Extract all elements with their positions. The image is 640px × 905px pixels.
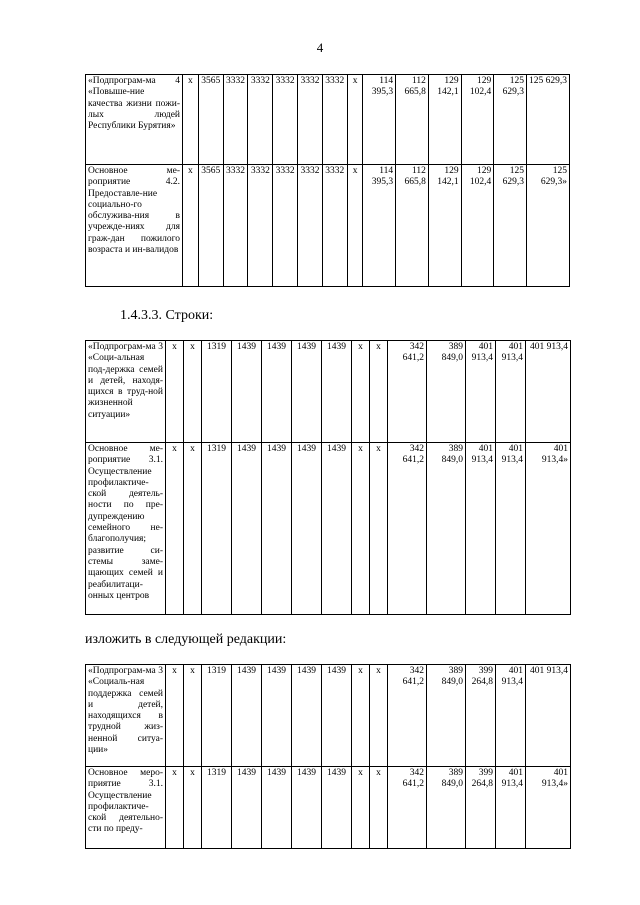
cell: 401 913,4: [496, 341, 526, 443]
cell: х: [166, 341, 184, 443]
cell: 1319: [202, 443, 232, 615]
table-row: [86, 443, 571, 615]
cell: 342 641,2: [388, 665, 427, 767]
cell: х: [352, 665, 370, 767]
cell: 1439: [292, 767, 322, 849]
table-row: [86, 767, 571, 849]
section-heading: 1.4.3.3. Строки:: [120, 308, 214, 323]
cell: 3332: [223, 75, 248, 165]
row-name: «Подпрограм-ма 3 «Социаль-ная поддержка семей и детей, находящихся в трудной жиз-ненной ситуа-ции»: [86, 665, 166, 767]
table-row: [86, 665, 571, 767]
cell: х: [370, 443, 388, 615]
cell: 342 641,2: [388, 341, 427, 443]
row-name: «Подпрограм-ма 4 «Повыше-ние качества жизни пожи-лых людей Республики Бурятия»: [86, 75, 183, 165]
cell: 389 849,0: [427, 443, 466, 615]
cell: 1319: [202, 665, 232, 767]
section-heading: изложить в следующей редакции:: [85, 632, 287, 647]
cell: 3332: [298, 75, 323, 165]
cell: 342 641,2: [388, 443, 427, 615]
cell: 129 142,1: [428, 75, 461, 165]
cell: 112 665,8: [396, 75, 429, 165]
cell: 401 913,4»: [526, 767, 571, 849]
cell: 389 849,0: [427, 665, 466, 767]
cell: 3332: [273, 165, 298, 287]
cell: 1439: [232, 767, 262, 849]
cell: 125 629,3: [526, 75, 569, 165]
cell: 114 395,3: [363, 165, 396, 287]
cell: 1439: [322, 767, 352, 849]
cell: х: [166, 767, 184, 849]
cell: 401 913,4: [496, 767, 526, 849]
cell: 3332: [248, 75, 273, 165]
cell: 129 102,4: [461, 165, 494, 287]
cell: х: [166, 443, 184, 615]
cell: 3332: [298, 165, 323, 287]
cell: 129 142,1: [428, 165, 461, 287]
table-row: [86, 165, 570, 287]
cell: х: [347, 75, 363, 165]
cell: х: [352, 341, 370, 443]
cell: х: [352, 443, 370, 615]
row-name: Основное меро-приятие 3.1. Осуществление профилактиче-ской деятельно-сти по преду-: [86, 767, 166, 849]
cell: 3332: [248, 165, 273, 287]
cell: 1319: [202, 341, 232, 443]
cell: 1439: [232, 443, 262, 615]
row-name: Основное ме-роприятие 3.1. Осуществление профилактиче-ской деятель-ности по пре-дупреждению семейного не-благополучия; развитие си-стемы заме-щающих семей и реабилитаци-онных центров: [86, 443, 166, 615]
cell: х: [352, 767, 370, 849]
page-number: 4: [316, 40, 324, 55]
cell: 401 913,4: [526, 665, 571, 767]
row-name: Основное ме-роприятие 4.2. Предоставле-ние социально-го обслужива-ния в учрежде-ниях для граж-дан пожилого возраста и ин-валидов: [86, 165, 183, 287]
cell: 1439: [292, 341, 322, 443]
cell: 1439: [262, 341, 292, 443]
cell: 401 913,4: [496, 443, 526, 615]
cell: х: [184, 341, 202, 443]
cell: х: [183, 165, 199, 287]
cell: 389 849,0: [427, 767, 466, 849]
table-row: [86, 341, 571, 443]
cell: 342 641,2: [388, 767, 427, 849]
cell: х: [370, 767, 388, 849]
cell: х: [347, 165, 363, 287]
cell: 3332: [223, 165, 248, 287]
cell: х: [184, 443, 202, 615]
cell: х: [183, 75, 199, 165]
cell: 401 913,4: [466, 341, 496, 443]
table-3: [85, 664, 571, 849]
cell: 399 264,8: [466, 665, 496, 767]
cell: 1439: [232, 665, 262, 767]
cell: 3565: [198, 75, 223, 165]
cell: 1439: [262, 443, 292, 615]
cell: х: [370, 665, 388, 767]
cell: х: [166, 665, 184, 767]
cell: 1319: [202, 767, 232, 849]
cell: 1439: [322, 341, 352, 443]
cell: 125 629,3: [494, 75, 527, 165]
cell: 401 913,4: [466, 443, 496, 615]
cell: 1439: [322, 665, 352, 767]
cell: 1439: [232, 341, 262, 443]
cell: 401 913,4: [526, 341, 571, 443]
cell: 114 395,3: [363, 75, 396, 165]
table-2: [85, 340, 571, 615]
cell: х: [184, 767, 202, 849]
cell: 399 264,8: [466, 767, 496, 849]
table-row: [86, 75, 570, 165]
cell: 3565: [198, 165, 223, 287]
cell: 1439: [292, 443, 322, 615]
cell: х: [184, 665, 202, 767]
cell: 401 913,4»: [526, 443, 571, 615]
cell: 1439: [322, 443, 352, 615]
cell: х: [370, 341, 388, 443]
cell: 1439: [292, 665, 322, 767]
cell: 125 629,3»: [526, 165, 569, 287]
cell: 3332: [322, 165, 347, 287]
cell: 3332: [273, 75, 298, 165]
cell: 1439: [262, 665, 292, 767]
cell: 125 629,3: [494, 165, 527, 287]
cell: 401 913,4: [496, 665, 526, 767]
cell: 129 102,4: [461, 75, 494, 165]
cell: 1439: [262, 767, 292, 849]
cell: 3332: [322, 75, 347, 165]
cell: 112 665,8: [396, 165, 429, 287]
table-1: [85, 74, 570, 287]
row-name: «Подпрограм-ма 3 «Соци-альная под-держка семей и детей, находя-щихся в труд-ной жизненной ситуации»: [86, 341, 166, 443]
cell: 389 849,0: [427, 341, 466, 443]
